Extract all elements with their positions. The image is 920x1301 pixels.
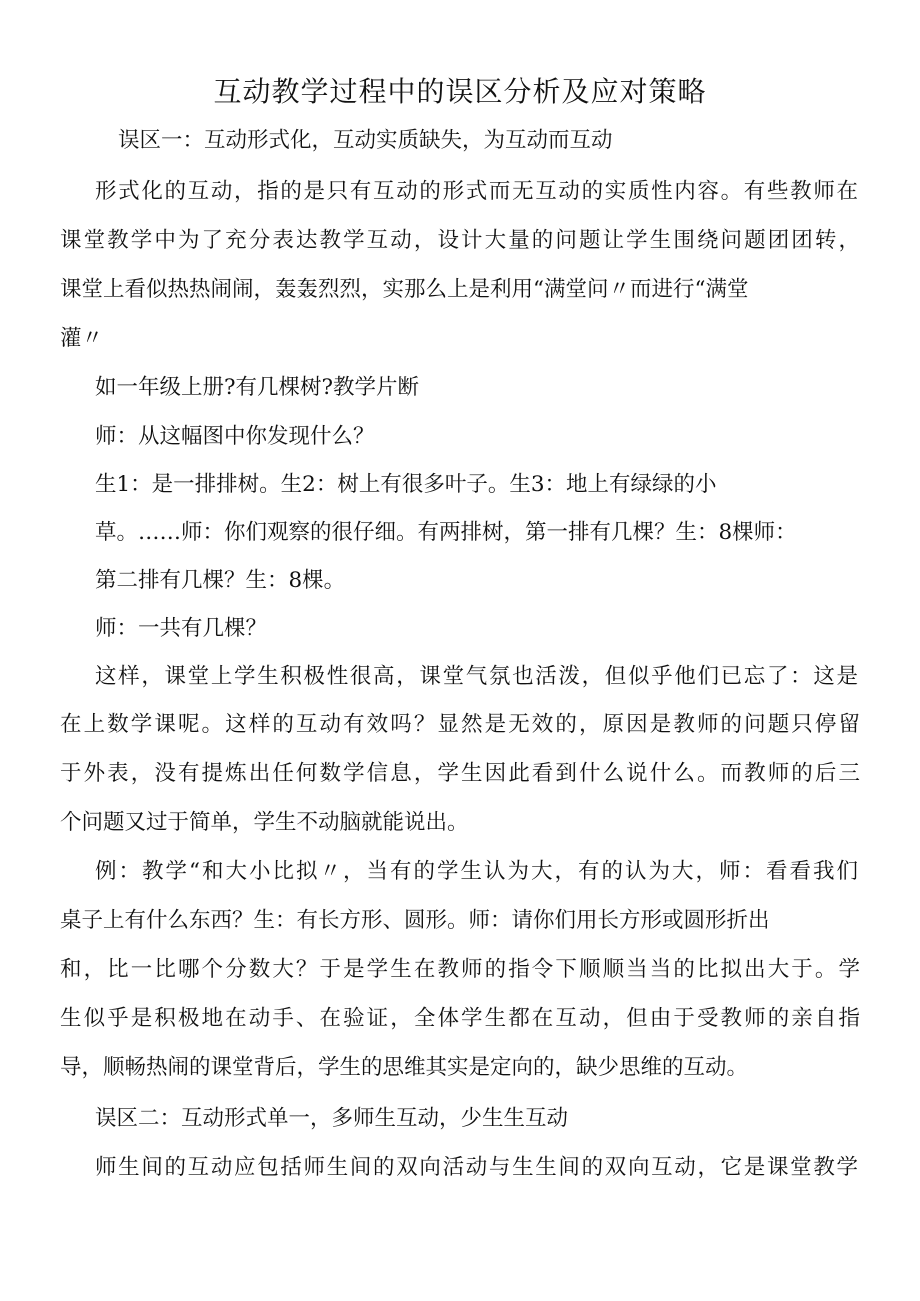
paragraph-line: 课堂上看似热热闹闹，轰轰烈烈，实那么上是利用“满堂问〃而进行“满堂 [60,277,749,302]
dialogue-line: 生1：是一排排树。生2：树上有很多叶子。生3：地上有绿绿的小 [95,472,717,497]
paragraph-line: 生似乎是积极地在动手、在验证，全体学生都在互动，但由于受教师的亲自指 [60,1006,860,1031]
paragraph-line: 和，比一比哪个分数大？于是学生在教师的指令下顺顺当当的比拟出大于。学 [60,957,860,982]
paragraph-line: 师生间的互动应包括师生间的双向活动与生生间的双向互动，它是课堂教学 [95,1155,858,1180]
paragraph-line: 如一年级上册?有几棵树?教学片断 [95,375,420,400]
paragraph-line: 导，顺畅热闹的课堂背后，学生的思维其实是定向的，缺少思维的互动。 [60,1055,749,1080]
document-title: 互动教学过程中的误区分析及应对策略 [213,75,707,108]
section-heading-1: 误区一：互动形式化，互动实质缺失，为互动而互动 [118,128,613,153]
dialogue-line: 第二排有几棵？生：8棵。 [95,568,346,593]
paragraph-line: 课堂教学中为了充分表达教学互动，设计大量的问题让学生围绕问题团团转， [60,228,860,253]
dialogue-line: 师：一共有几棵？ [95,616,268,641]
paragraph-line: 这样，课堂上学生积极性很高，课堂气氛也活泼，但似乎他们已忘了：这是 [95,664,858,689]
paragraph-line: 例：教学“和大小比拟〃，当有的学生认为大，有的认为大，师：看看我们 [95,859,858,884]
paragraph-line: 桌子上有什么东西？生：有长方形、圆形。师：请你们用长方形或圆形折出 [60,908,770,933]
paragraph-line: 在上数学课呢。这样的互动有效吗？显然是无效的，原因是教师的问题只停留 [60,712,860,737]
paragraph-line: 灌〃 [60,326,104,351]
paragraph-line: 形式化的互动，指的是只有互动的形式而无互动的实质性内容。有些教师在 [95,179,858,204]
dialogue-line: 师：从这幅图中你发现什么？ [95,424,375,449]
paragraph-line: 个问题又过于简单，学生不动脑就能说出。 [60,810,469,835]
section-heading-2: 误区二：互动形式单一，多师生互动，少生生互动 [95,1106,569,1131]
dialogue-line: 草。……师：你们观察的很仔细。有两排树，第一排有几棵？生：8棵师： [95,520,797,545]
paragraph-line: 于外表，没有提炼出任何数学信息，学生因此看到什么说什么。而教师的后三 [60,761,860,786]
